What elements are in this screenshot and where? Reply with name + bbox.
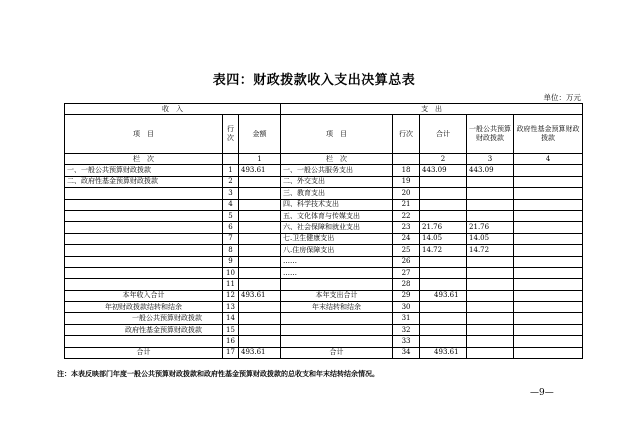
income-amount-cell <box>239 324 281 335</box>
income-item-cell: 二、政府性基金预算财政拨款 <box>65 176 223 187</box>
income-amount-cell <box>239 188 281 199</box>
general-budget-cell <box>467 336 514 347</box>
table-row <box>65 210 583 221</box>
gov-fund-cell <box>514 290 583 301</box>
income-line-cell: 15 <box>223 324 239 335</box>
table-row <box>65 188 583 199</box>
table-row <box>65 222 583 233</box>
gov-fund-cell <box>514 324 583 335</box>
income-amount-header: 金额 <box>239 115 281 154</box>
gov-fund-cell <box>514 176 583 187</box>
general-budget-header: 一般公共预算财政拨款 <box>467 115 514 154</box>
table-row <box>65 267 583 278</box>
col-num: 2 <box>420 154 467 165</box>
income-amount-cell <box>239 233 281 244</box>
income-item-cell <box>65 256 223 267</box>
expense-item-cell <box>281 336 393 347</box>
table-row <box>65 176 583 187</box>
expense-line-cell: 33 <box>393 336 420 347</box>
income-item-cell <box>65 222 223 233</box>
expense-line-cell: 29 <box>393 290 420 301</box>
income-amount-cell <box>239 313 281 324</box>
income-item-cell <box>65 279 223 290</box>
expense-item-cell: …… <box>281 267 393 278</box>
income-amount-cell <box>239 336 281 347</box>
gov-fund-header: 政府性基金预算财政拨款 <box>514 115 583 154</box>
col-label: 栏 次 <box>281 154 393 165</box>
income-amount-cell: 493.61 <box>239 290 281 301</box>
expense-line-cell: 23 <box>393 222 420 233</box>
expense-item-cell: 一、一般公共服务支出 <box>281 165 393 176</box>
expense-item-cell: 本年支出合计 <box>281 290 393 301</box>
income-line-cell: 9 <box>223 256 239 267</box>
gov-fund-cell <box>514 210 583 221</box>
general-budget-cell <box>467 256 514 267</box>
gov-fund-cell <box>514 267 583 278</box>
general-budget-cell <box>467 347 514 358</box>
table-row <box>65 324 583 335</box>
footnote: 注：本表反映部门年度一般公共预算财政拨款和政府性基金预算财政拨款的总收支和年末结转结余情况。 <box>57 369 379 378</box>
income-line-cell: 10 <box>223 267 239 278</box>
expense-line-cell: 19 <box>393 176 420 187</box>
income-line-cell: 5 <box>223 210 239 221</box>
expense-line-header: 行次 <box>393 115 420 154</box>
income-line-cell: 6 <box>223 222 239 233</box>
income-item-cell: 一般公共预算财政拨款 <box>65 313 223 324</box>
expense-total-cell: 493.61 <box>420 347 467 358</box>
income-amount-cell <box>239 210 281 221</box>
gov-fund-cell <box>514 347 583 358</box>
income-header: 收 入 <box>65 104 281 115</box>
expense-total-cell: 493.61 <box>420 290 467 301</box>
expense-line-cell: 21 <box>393 199 420 210</box>
expense-line-cell: 18 <box>393 165 420 176</box>
income-item-cell <box>65 267 223 278</box>
income-line-cell: 17 <box>223 347 239 358</box>
table-row <box>65 347 583 358</box>
expense-item-cell: 八.住房保障支出 <box>281 245 393 256</box>
income-amount-cell <box>239 245 281 256</box>
expense-line-cell: 30 <box>393 302 420 313</box>
general-budget-cell <box>467 290 514 301</box>
income-line-cell: 13 <box>223 302 239 313</box>
general-budget-cell <box>467 313 514 324</box>
income-amount-cell <box>239 222 281 233</box>
income-item-header: 项 目 <box>65 115 223 154</box>
expense-line-cell: 20 <box>393 188 420 199</box>
expense-item-cell: 三、教育支出 <box>281 188 393 199</box>
table-row <box>65 279 583 290</box>
income-amount-cell: 493.61 <box>239 165 281 176</box>
income-line-cell: 16 <box>223 336 239 347</box>
general-budget-cell <box>467 302 514 313</box>
expense-total-cell <box>420 279 467 290</box>
expense-header: 支 出 <box>281 104 583 115</box>
general-budget-cell: 14.72 <box>467 245 514 256</box>
expense-total-header: 合计 <box>420 115 467 154</box>
expense-total-cell: 443.09 <box>420 165 467 176</box>
income-line-cell: 1 <box>223 165 239 176</box>
general-budget-cell <box>467 188 514 199</box>
income-amount-cell <box>239 199 281 210</box>
income-line-cell: 12 <box>223 290 239 301</box>
income-amount-cell <box>239 279 281 290</box>
expense-line-cell: 28 <box>393 279 420 290</box>
income-amount-cell: 493.61 <box>239 347 281 358</box>
income-line-cell: 3 <box>223 188 239 199</box>
general-budget-cell <box>467 210 514 221</box>
general-budget-cell <box>467 176 514 187</box>
income-item-cell: 合计 <box>65 347 223 358</box>
income-line-cell: 7 <box>223 233 239 244</box>
budget-table <box>64 103 583 359</box>
expense-total-cell <box>420 188 467 199</box>
table-row <box>65 256 583 267</box>
income-line-cell: 8 <box>223 245 239 256</box>
col-label: 栏 次 <box>65 154 223 165</box>
expense-line-cell: 26 <box>393 256 420 267</box>
gov-fund-cell <box>514 256 583 267</box>
expense-total-cell: 21.76 <box>420 222 467 233</box>
income-item-cell: 年初财政拨款结转和结余 <box>65 302 223 313</box>
income-amount-cell <box>239 176 281 187</box>
general-budget-cell: 21.76 <box>467 222 514 233</box>
income-item-cell: 一、一般公共预算财政拨款 <box>65 165 223 176</box>
general-budget-cell <box>467 324 514 335</box>
expense-total-cell <box>420 313 467 324</box>
expense-item-header: 项 目 <box>281 115 393 154</box>
expense-total-cell <box>420 267 467 278</box>
income-line-header: 行次 <box>223 115 239 154</box>
unit-label: 单位：万元 <box>543 93 581 102</box>
table-row <box>65 165 583 176</box>
expense-item-cell: 四、科学技术支出 <box>281 199 393 210</box>
table-row <box>65 313 583 324</box>
expense-line-cell: 22 <box>393 210 420 221</box>
expense-total-cell <box>420 336 467 347</box>
expense-item-cell: 七.卫生健康支出 <box>281 233 393 244</box>
expense-item-cell <box>281 324 393 335</box>
income-line-cell: 2 <box>223 176 239 187</box>
gov-fund-cell <box>514 302 583 313</box>
expense-line-cell: 31 <box>393 313 420 324</box>
income-item-cell <box>65 233 223 244</box>
income-amount-cell <box>239 302 281 313</box>
table-row <box>65 245 583 256</box>
table-row <box>65 199 583 210</box>
table-row <box>65 233 583 244</box>
income-item-cell <box>65 199 223 210</box>
expense-line-cell: 27 <box>393 267 420 278</box>
table-row <box>65 302 583 313</box>
expense-line-cell: 34 <box>393 347 420 358</box>
expense-total-cell <box>420 324 467 335</box>
expense-total-cell <box>420 210 467 221</box>
expense-item-cell: 合计 <box>281 347 393 358</box>
income-item-cell: 本年收入合计 <box>65 290 223 301</box>
gov-fund-cell <box>514 279 583 290</box>
expense-total-cell <box>420 199 467 210</box>
expense-total-cell <box>420 302 467 313</box>
income-item-cell <box>65 336 223 347</box>
expense-item-cell <box>281 279 393 290</box>
col-num: 1 <box>239 154 281 165</box>
expense-total-cell: 14.72 <box>420 245 467 256</box>
gov-fund-cell <box>514 222 583 233</box>
income-line-cell: 14 <box>223 313 239 324</box>
expense-line-cell: 32 <box>393 324 420 335</box>
income-item-cell <box>65 188 223 199</box>
expense-item-cell: …… <box>281 256 393 267</box>
income-amount-cell <box>239 256 281 267</box>
income-item-cell <box>65 245 223 256</box>
gov-fund-cell <box>514 336 583 347</box>
col-num: 3 <box>467 154 514 165</box>
general-budget-cell <box>467 199 514 210</box>
gov-fund-cell <box>514 199 583 210</box>
col-num: 4 <box>514 154 583 165</box>
expense-line-cell: 25 <box>393 245 420 256</box>
general-budget-cell: 443.09 <box>467 165 514 176</box>
expense-item-cell: 六、社会保障和就业支出 <box>281 222 393 233</box>
income-item-cell <box>65 210 223 221</box>
gov-fund-cell <box>514 313 583 324</box>
income-item-cell: 政府性基金预算财政拨款 <box>65 324 223 335</box>
expense-total-cell: 14.05 <box>420 233 467 244</box>
gov-fund-cell <box>514 165 583 176</box>
table-row <box>65 290 583 301</box>
general-budget-cell <box>467 267 514 278</box>
table-row <box>65 336 583 347</box>
gov-fund-cell <box>514 188 583 199</box>
expense-total-cell <box>420 176 467 187</box>
general-budget-cell <box>467 279 514 290</box>
expense-item-cell: 年末结转和结余 <box>281 302 393 313</box>
expense-item-cell <box>281 313 393 324</box>
gov-fund-cell <box>514 245 583 256</box>
page-number: —9— <box>530 388 554 398</box>
expense-item-cell: 二、外交支出 <box>281 176 393 187</box>
income-line-cell: 4 <box>223 199 239 210</box>
expense-total-cell <box>420 256 467 267</box>
expense-item-cell: 五、文化体育与传媒支出 <box>281 210 393 221</box>
page-title: 表四：财政拨款收入支出决算总表 <box>212 73 416 88</box>
gov-fund-cell <box>514 233 583 244</box>
general-budget-cell: 14.05 <box>467 233 514 244</box>
income-line-cell: 11 <box>223 279 239 290</box>
income-amount-cell <box>239 267 281 278</box>
expense-line-cell: 24 <box>393 233 420 244</box>
